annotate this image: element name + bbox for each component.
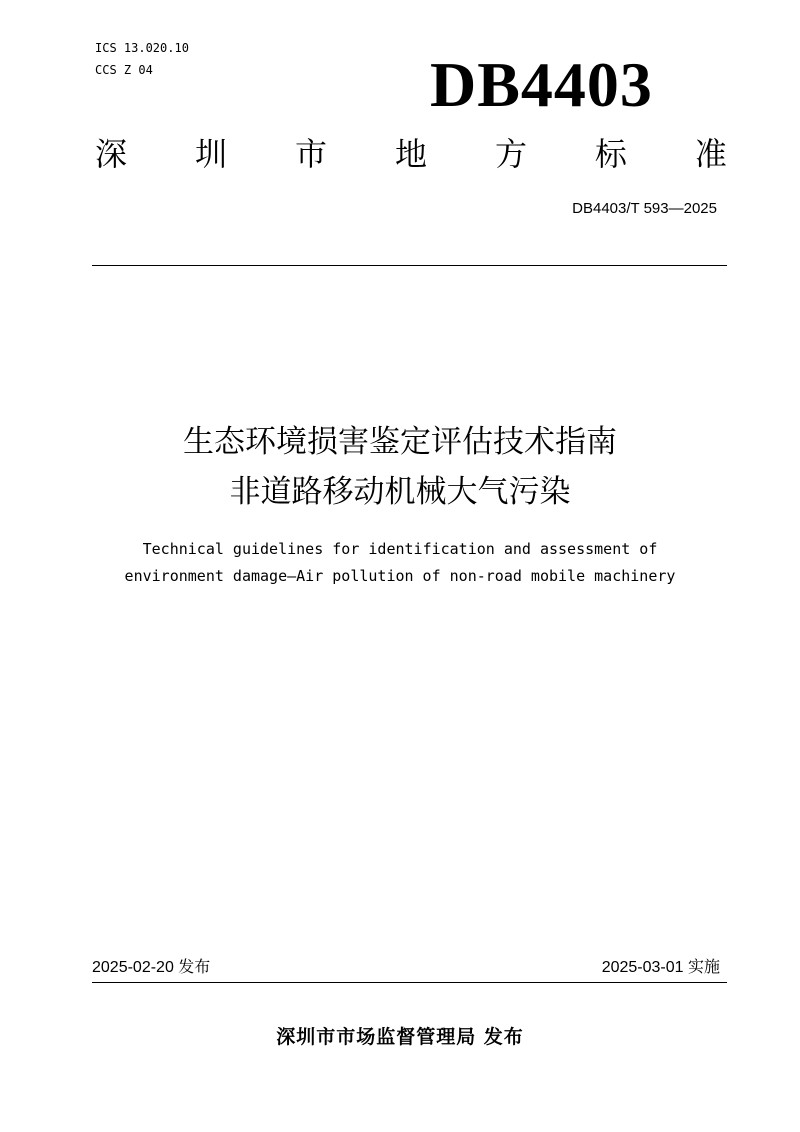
implementation-date: 2025-03-01 实施 [601,959,720,976]
standard-type-char: 圳 [194,135,227,173]
standard-type-char: 方 [494,135,527,173]
title-line-2: 非道路移动机械大气污染 [229,474,571,510]
ccs-code: CCS Z 04 [95,63,153,77]
standard-type-heading [95,134,727,174]
standard-number: DB4403/T 593—2025 [572,200,717,217]
bottom-divider [92,982,727,983]
issue-date: 2025-02-20 发布 [92,959,211,976]
publisher: 深圳市市场监督管理局 发布 [276,1026,524,1048]
title-line-1: 生态环境损害鉴定评估技术指南 [183,424,617,460]
standard-type-char: 标 [594,135,627,173]
top-divider [92,265,727,266]
ics-code: ICS 13.020.10 [95,41,189,55]
english-title-line-2: environment damage—Air pollution of non-road mobile machinery [124,567,676,585]
standard-type-char: 准 [694,135,727,173]
standard-type-char: 深 [95,135,128,173]
standard-type-char: 市 [294,135,327,173]
english-title-line-1: Technical guidelines for identification and assessment of [142,540,658,558]
standard-type-char: 地 [394,135,427,173]
standard-logo: DB4403 [430,49,653,120]
